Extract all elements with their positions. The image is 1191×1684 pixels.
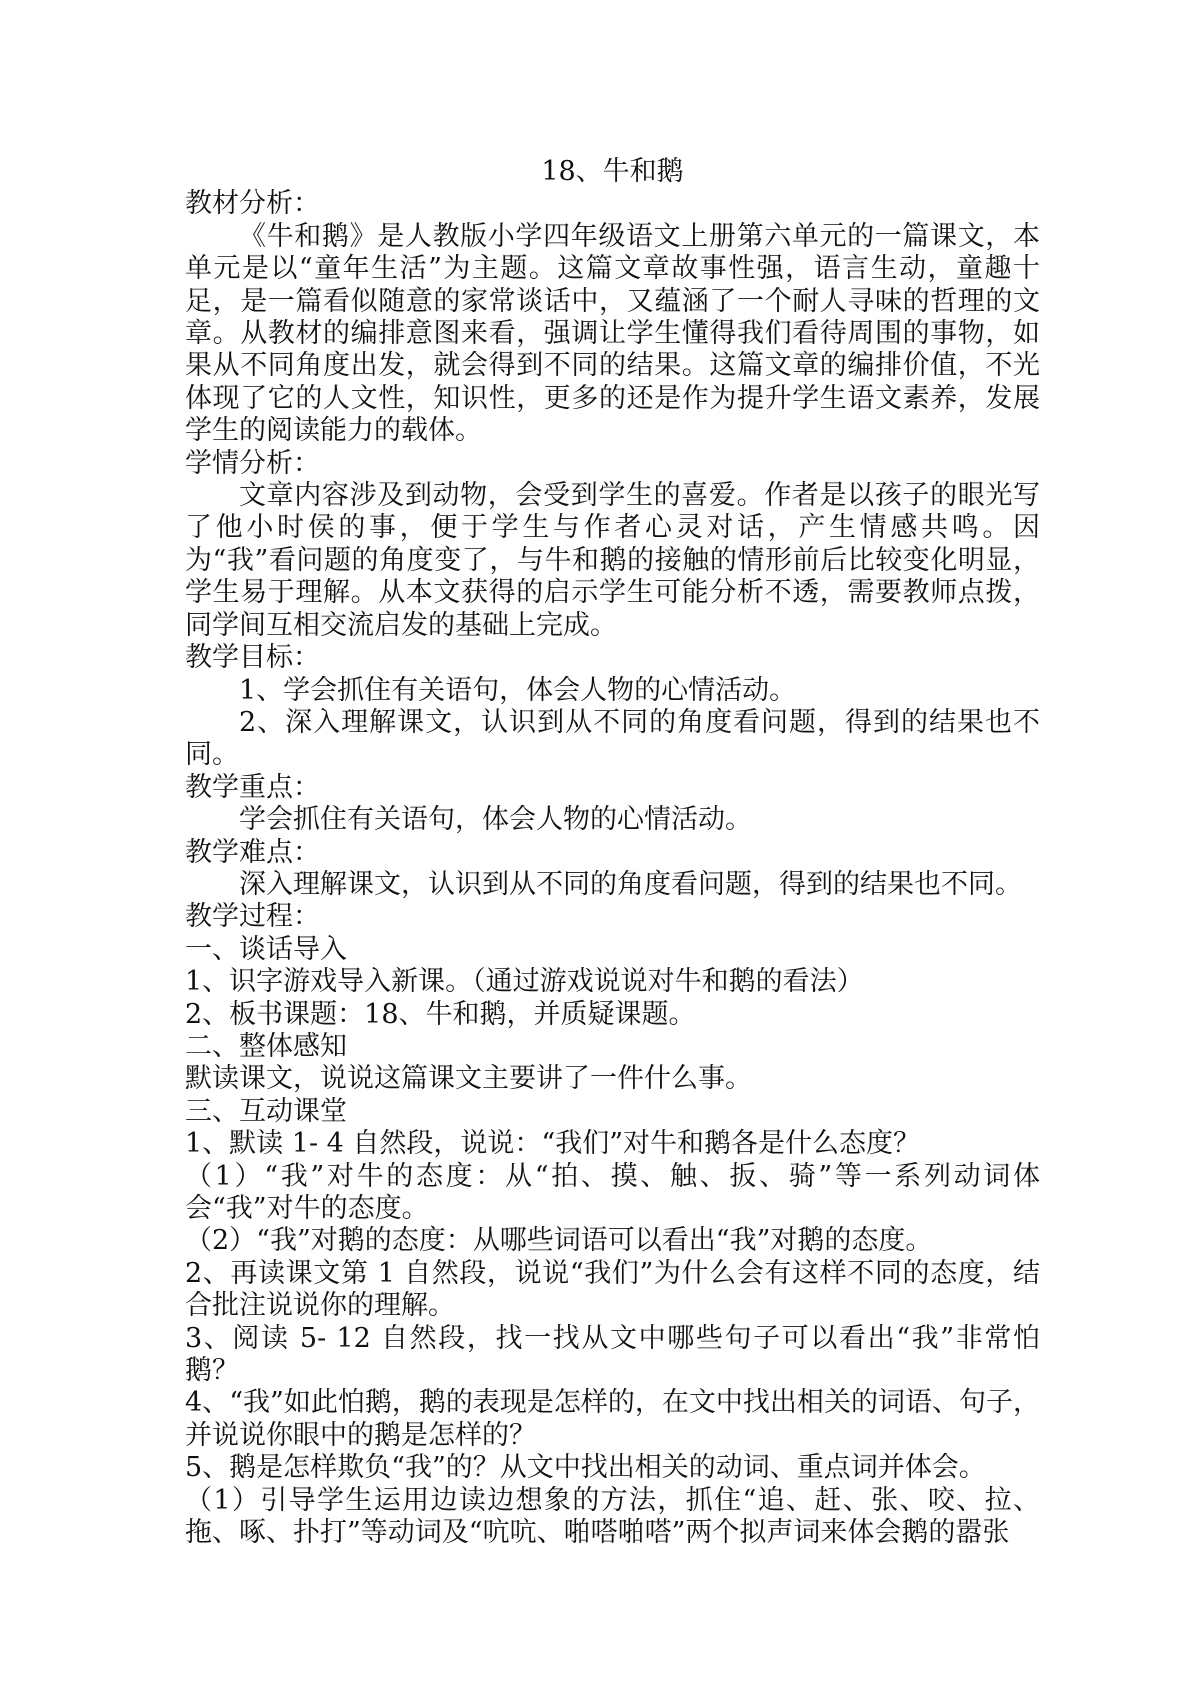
- section-heading-student: 学情分析：: [185, 447, 320, 479]
- process-part-2-heading: 二、整体感知: [185, 1030, 347, 1062]
- process-part-3-item-1: 1、默读 1- 4 自然段，说说：“我们”对牛和鹅各是什么态度？: [185, 1128, 921, 1160]
- document-content: [185, 156, 1040, 1549]
- process-part-3-item-2: 2、再读课文第 1 自然段，说说“我们”为什么会有这样不同的态度，结合批注说说你的理解。: [185, 1257, 1040, 1322]
- section-heading-process: 教学过程：: [185, 901, 320, 933]
- goal-item-2: 2、深入理解课文，认识到从不同的角度看问题，得到的结果也不同。: [185, 706, 1040, 771]
- process-part-3-item-5-sub-1: （1）引导学生运用边读边想象的方法，抓住“追、赶、张、咬、拉、拖、啄、扑打”等动词及“吭吭、啪嗒啪嗒”两个拟声词来体会鹅的嚣张: [185, 1484, 1040, 1549]
- process-part-1-item-2: 2、板书课题：18、牛和鹅，并质疑课题。: [185, 998, 696, 1030]
- process-part-3-item-1-sub-2: （2）“我”对鹅的态度：从哪些词语可以看出“我”对鹅的态度。: [185, 1225, 933, 1257]
- process-part-3-item-5: 5、鹅是怎样欺负“我”的？从文中找出相关的动词、重点词并体会。: [185, 1452, 986, 1484]
- process-part-3-item-1-sub-1: （1）“我”对牛的态度：从“拍、摸、触、扳、骑”等一系列动词体会“我”对牛的态度。: [185, 1160, 1040, 1224]
- goal-item-1: 1、学会抓住有关语句，体会人物的心情活动。: [239, 674, 797, 706]
- document-title: 18、牛和鹅: [541, 156, 684, 187]
- process-part-3-item-4: 4、“我”如此怕鹅，鹅的表现是怎样的，在文中找出相关的词语、句子，并说说你眼中的鹅是怎样的？: [185, 1387, 1040, 1451]
- section-heading-difficulties: 教学难点：: [185, 836, 320, 868]
- section-heading-analysis: 教材分析：: [185, 188, 320, 220]
- analysis-paragraph: 《牛和鹅》是人教版小学四年级语文上册第六单元的一篇课文，本单元是以“童年生活”为主题。这篇文章故事性强，语言生动，童趣十足，是一篇看似随意的家常谈话中，又蕴涵了一个耐人寻味的哲理的文章。从教材的编排意图来看，强调让学生懂得我们看待周围的事物，如果从不同角度出发，就会得到不同的结果。这篇文章的编排价值，不光体现了它的人文性，知识性，更多的还是作为提升学生语文素养，发展学生的阅读能力的载体。: [185, 220, 1040, 447]
- section-heading-key-points: 教学重点：: [185, 771, 320, 803]
- student-analysis-paragraph: 文章内容涉及到动物，会受到学生的喜爱。作者是以孩子的眼光写了他小时侯的事，便于学生与作者心灵对话，产生情感共鸣。因为“我”看问题的角度变了，与牛和鹅的接触的情形前后比较变化明显，学生易于理解。从本文获得的启示学生可能分析不透，需要教师点拨，同学间互相交流启发的基础上完成。: [185, 480, 1040, 641]
- process-part-1-item-1: 1、识字游戏导入新课。（通过游戏说说对牛和鹅的看法）: [185, 966, 864, 998]
- process-part-1-heading: 一、谈话导入: [185, 933, 347, 965]
- section-heading-goals: 教学目标：: [185, 642, 320, 674]
- process-part-2-text: 默读课文，说说这篇课文主要讲了一件什么事。: [185, 1063, 752, 1095]
- difficulties-text: 深入理解课文，认识到从不同的角度看问题，得到的结果也不同。: [239, 868, 1022, 900]
- process-part-3-item-3: 3、阅读 5- 12 自然段，找一找从文中哪些句子可以看出“我”非常怕鹅？: [185, 1322, 1040, 1387]
- key-points-text: 学会抓住有关语句，体会人物的心情活动。: [239, 804, 752, 836]
- process-part-3-heading: 三、互动课堂: [185, 1095, 347, 1127]
